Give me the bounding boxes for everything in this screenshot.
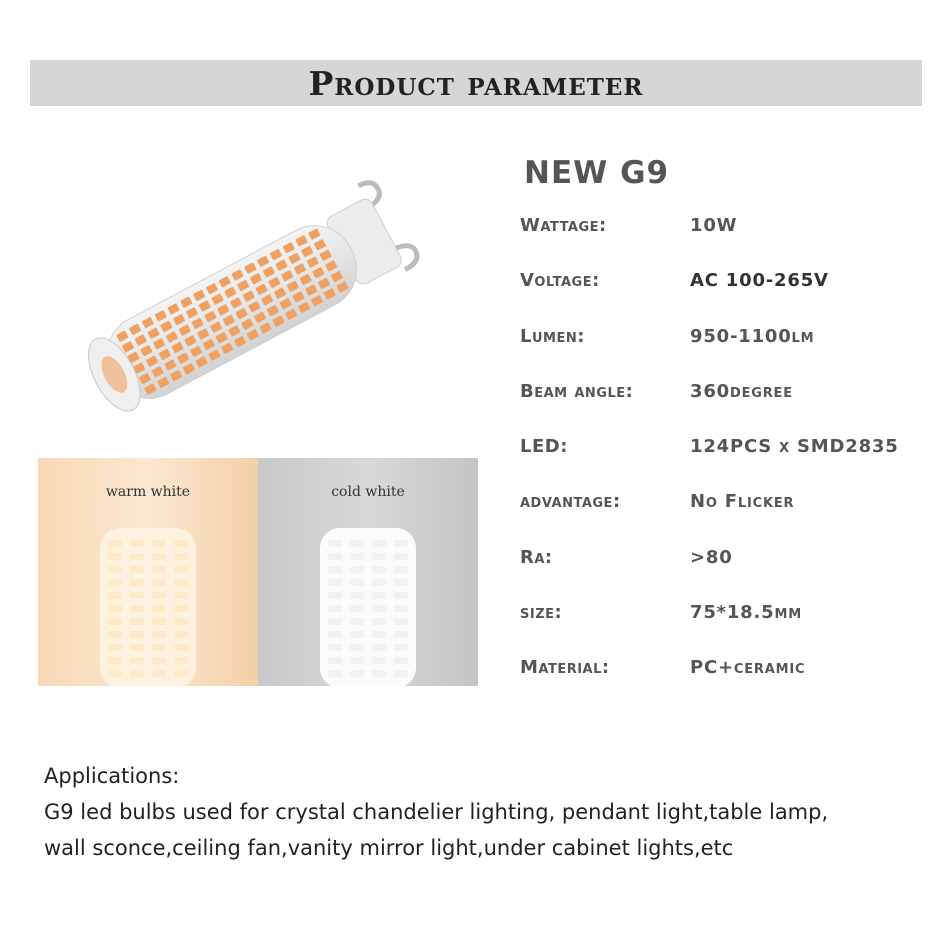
glowing-led-chip xyxy=(394,605,408,612)
glowing-led-chip xyxy=(108,592,122,599)
glowing-led-chip xyxy=(328,579,342,586)
glowing-led-chip xyxy=(108,579,122,586)
glowing-led-chip xyxy=(350,592,364,599)
glowing-led-chip xyxy=(152,657,166,664)
glowing-led-chip xyxy=(152,553,166,560)
glowing-led-chip xyxy=(350,605,364,612)
spec-value: 75*18.5mm xyxy=(690,602,802,624)
cold-white-label: cold white xyxy=(331,484,405,500)
glowing-led-chip xyxy=(174,605,188,612)
spec-value: 950-1100lm xyxy=(690,325,815,347)
glowing-led-chip xyxy=(174,670,188,677)
spec-value: >80 xyxy=(690,546,733,568)
spec-label: Wattage: xyxy=(520,215,607,236)
glowing-led-chip xyxy=(350,579,364,586)
glowing-led-chip xyxy=(108,670,122,677)
glowing-led-chip xyxy=(372,592,386,599)
spec-row-led xyxy=(520,436,940,491)
glowing-led-chip xyxy=(372,644,386,651)
warm-bulb-glow-image xyxy=(38,458,258,686)
spec-label: Lumen: xyxy=(520,325,585,347)
warm-white-panel xyxy=(38,458,258,686)
glowing-led-chip xyxy=(328,631,342,638)
glowing-led-chip xyxy=(130,631,144,638)
glowing-led-chip xyxy=(394,592,408,599)
applications-heading: Applications: xyxy=(44,764,180,788)
glowing-led-chip xyxy=(130,592,144,599)
spec-label: Voltage: xyxy=(520,270,600,292)
glowing-led-chip xyxy=(328,644,342,651)
applications-line: G9 led bulbs used for crystal chandelier lighting, pendant light,table lamp, xyxy=(44,800,829,824)
spec-label: Material: xyxy=(520,657,610,679)
glowing-led-chip xyxy=(130,644,144,651)
glowing-led-chip xyxy=(108,566,122,573)
spec-label: LED: xyxy=(520,436,568,458)
glowing-led-chip xyxy=(372,579,386,586)
glowing-led-chip xyxy=(152,579,166,586)
glowing-led-chip xyxy=(328,540,342,547)
spec-value: AC 100-265V xyxy=(690,270,829,292)
glowing-led-chip xyxy=(174,657,188,664)
glowing-led-chip xyxy=(372,631,386,638)
glowing-led-chip xyxy=(152,605,166,612)
glowing-led-chip xyxy=(394,618,408,625)
glowing-led-chip xyxy=(152,566,166,573)
glowing-led-chip xyxy=(108,618,122,625)
glowing-led-chip xyxy=(372,553,386,560)
spec-row-advantage xyxy=(520,491,940,546)
spec-row-material xyxy=(520,657,940,712)
glowing-led-chip xyxy=(328,553,342,560)
glowing-led-chip xyxy=(130,618,144,625)
glowing-led-chip xyxy=(130,566,144,573)
color-temperature-comparison xyxy=(38,458,478,686)
glowing-led-chip xyxy=(130,670,144,677)
spec-label: size: xyxy=(520,602,563,624)
glowing-led-chip xyxy=(174,618,188,625)
glowing-led-chip xyxy=(174,644,188,651)
glowing-led-chip xyxy=(328,657,342,664)
spec-value: No Flicker xyxy=(690,491,795,513)
glowing-led-chip xyxy=(328,670,342,677)
glowing-led-chip xyxy=(394,670,408,677)
glowing-led-chip xyxy=(394,540,408,547)
glowing-led-chip xyxy=(394,657,408,664)
spec-value: 360degree xyxy=(690,380,793,402)
glowing-led-chip xyxy=(328,605,342,612)
glowing-led-chip xyxy=(350,618,364,625)
glowing-led-chip xyxy=(174,631,188,638)
spec-row-ra xyxy=(520,547,940,602)
glowing-led-chip xyxy=(372,670,386,677)
glowing-led-chip xyxy=(108,605,122,612)
glowing-led-chip xyxy=(372,540,386,547)
applications-line: wall sconce,ceiling fan,vanity mirror light,under cabinet lights,etc xyxy=(44,836,734,860)
spec-list xyxy=(520,150,940,713)
glowing-led-chip xyxy=(152,540,166,547)
glowing-led-chip xyxy=(174,540,188,547)
model-title: NEW G9 xyxy=(524,155,670,191)
warm-white-label: warm white xyxy=(105,484,191,500)
glowing-led-chip xyxy=(108,644,122,651)
glowing-led-chip xyxy=(372,605,386,612)
spec-value: 124PCS x SMD2835 xyxy=(690,436,899,458)
cold-bulb-glow-image xyxy=(258,458,478,686)
spec-label: Beam angle: xyxy=(520,380,634,402)
glowing-led-chip xyxy=(350,566,364,573)
header-banner xyxy=(30,60,922,106)
glowing-led-chip xyxy=(350,631,364,638)
glowing-led-chip xyxy=(174,592,188,599)
glowing-led-chip xyxy=(108,553,122,560)
glowing-led-chip xyxy=(152,670,166,677)
glowing-led-chip xyxy=(350,657,364,664)
glowing-led-chip xyxy=(372,657,386,664)
glowing-led-chip xyxy=(394,631,408,638)
glowing-led-chip xyxy=(328,618,342,625)
spec-row-wattage xyxy=(520,215,940,270)
glowing-led-chip xyxy=(174,579,188,586)
glowing-led-chip xyxy=(350,540,364,547)
glowing-led-chip xyxy=(394,579,408,586)
applications-section xyxy=(44,758,924,866)
spec-row-beam-angle xyxy=(520,381,940,436)
glowing-led-chip xyxy=(372,618,386,625)
glowing-led-chip xyxy=(174,566,188,573)
glowing-led-chip xyxy=(152,618,166,625)
banner-title: Product parameter xyxy=(308,63,644,103)
glowing-led-chip xyxy=(108,631,122,638)
glowing-led-chip xyxy=(130,540,144,547)
spec-label: advantage: xyxy=(520,491,621,513)
glowing-led-chip xyxy=(130,605,144,612)
spec-value: PC+ceramic xyxy=(690,657,806,679)
spec-label: Ra: xyxy=(520,546,553,568)
glowing-led-chip xyxy=(394,553,408,560)
glowing-led-chip xyxy=(328,592,342,599)
glowing-led-chip xyxy=(130,553,144,560)
glowing-led-chip xyxy=(108,657,122,664)
glowing-led-chip xyxy=(130,579,144,586)
glowing-led-chip xyxy=(328,566,342,573)
glowing-led-chip xyxy=(394,644,408,651)
glowing-led-chip xyxy=(350,644,364,651)
spec-row-lumen xyxy=(520,326,940,381)
glowing-led-chip xyxy=(152,631,166,638)
glowing-led-chip xyxy=(152,644,166,651)
g9-bulb-image xyxy=(60,170,440,450)
glowing-led-chip xyxy=(130,657,144,664)
glowing-led-chip xyxy=(394,566,408,573)
glowing-led-chip xyxy=(174,553,188,560)
glowing-led-chip xyxy=(350,553,364,560)
spec-value: 10W xyxy=(690,215,738,236)
spec-row-size xyxy=(520,602,940,657)
cold-white-panel xyxy=(258,458,478,686)
glowing-led-chip xyxy=(152,592,166,599)
spec-row-voltage xyxy=(520,270,940,325)
glowing-led-chip xyxy=(350,670,364,677)
glowing-led-chip xyxy=(372,566,386,573)
glowing-led-chip xyxy=(108,540,122,547)
